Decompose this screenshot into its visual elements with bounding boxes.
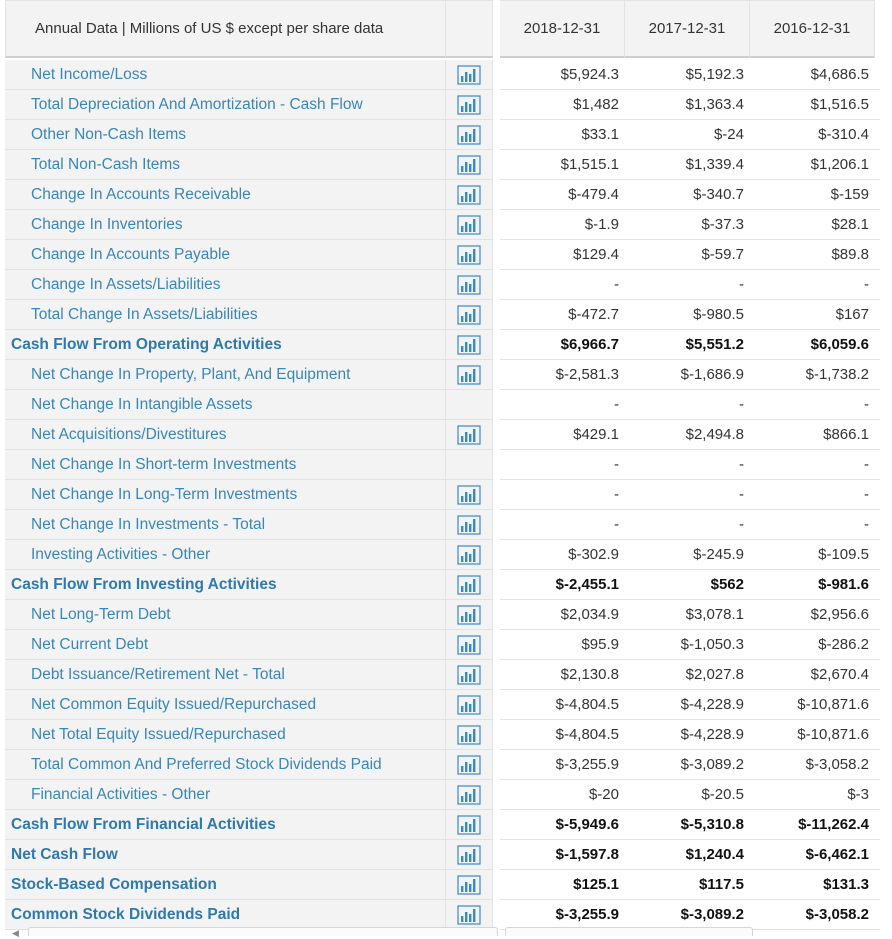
table-row (500, 330, 880, 360)
bar-chart-icon[interactable] (446, 300, 492, 330)
value-cell: $-5,949.6 (555, 816, 619, 833)
value-cell: - (614, 276, 619, 293)
scroll-left-icon[interactable]: ◀ (12, 928, 19, 938)
table-row (500, 480, 880, 510)
value-cell: $5,192.3 (685, 66, 744, 83)
value-cell: $-980.5 (693, 306, 744, 323)
value-cell: $167 (835, 306, 869, 323)
bar-chart-icon[interactable] (446, 870, 492, 900)
row-label[interactable]: Net Change In Investments - Total (5, 510, 445, 540)
value-cell: $2,130.8 (560, 666, 619, 683)
bar-chart-icon[interactable] (446, 630, 492, 660)
bar-chart-icon[interactable] (446, 240, 492, 270)
value-cell: - (739, 486, 744, 503)
row-label[interactable]: Total Non-Cash Items (5, 150, 445, 180)
value-cell: $-2,455.1 (555, 576, 619, 593)
value-cell: $-981.6 (818, 576, 869, 593)
row-label[interactable]: Common Stock Dividends Paid (5, 900, 445, 930)
value-cell: $-3,255.9 (555, 906, 619, 923)
value-cell: $95.9 (581, 636, 619, 653)
table-row (500, 300, 880, 330)
row-label[interactable]: Net Change In Intangible Assets (5, 390, 445, 420)
value-cell: $-4,804.5 (555, 726, 619, 743)
bar-chart-icon[interactable] (446, 150, 492, 180)
row-label[interactable]: Investing Activities - Other (5, 540, 445, 570)
values-grid (500, 60, 880, 930)
value-cell: $-3 (847, 786, 869, 803)
row-label[interactable]: Cash Flow From Financial Activities (5, 810, 445, 840)
value-cell: $1,482 (573, 96, 619, 113)
value-cell: $-3,058.2 (805, 906, 869, 923)
table-row (500, 150, 880, 180)
row-label[interactable]: Net Income/Loss (5, 60, 445, 90)
value-cell: $-4,804.5 (555, 696, 619, 713)
bar-chart-icon[interactable] (446, 270, 492, 300)
bar-chart-icon[interactable] (446, 510, 492, 540)
bar-chart-icon[interactable] (446, 360, 492, 390)
value-cell: $125.1 (573, 876, 619, 893)
table-row (500, 90, 880, 120)
row-label[interactable]: Other Non-Cash Items (5, 120, 445, 150)
table-row (500, 660, 880, 690)
value-cell: - (739, 396, 744, 413)
value-cell: - (614, 486, 619, 503)
value-cell: - (739, 276, 744, 293)
bar-chart-icon[interactable] (446, 690, 492, 720)
value-cell: $4,686.5 (810, 66, 869, 83)
table-row (500, 540, 880, 570)
table-row (500, 750, 880, 780)
value-cell: $2,956.6 (810, 606, 869, 623)
value-cell: $3,078.1 (685, 606, 744, 623)
value-cell: - (864, 276, 869, 293)
row-label[interactable]: Net Common Equity Issued/Repurchased (5, 690, 445, 720)
row-label[interactable]: Cash Flow From Investing Activities (5, 570, 445, 600)
table-row (500, 780, 880, 810)
value-cell: $-302.9 (568, 546, 619, 563)
bar-chart-icon[interactable] (446, 840, 492, 870)
row-label[interactable]: Net Long-Term Debt (5, 600, 445, 630)
row-label[interactable]: Debt Issuance/Retirement Net - Total (5, 660, 445, 690)
value-cell: $-4,228.9 (680, 726, 744, 743)
value-cell: $-20 (588, 786, 619, 803)
value-cell: $-3,058.2 (805, 756, 869, 773)
bar-chart-icon[interactable] (446, 900, 492, 930)
table-row (500, 270, 880, 300)
bar-chart-icon[interactable] (446, 420, 492, 450)
value-cell: $-1,686.9 (680, 366, 744, 383)
row-label[interactable]: Net Change In Property, Plant, And Equipment (5, 360, 445, 390)
bar-chart-icon[interactable] (446, 750, 492, 780)
row-label[interactable]: Net Current Debt (5, 630, 445, 660)
table-row (500, 360, 880, 390)
value-cell: $-11,262.4 (798, 816, 869, 833)
value-cell: $-5,310.8 (680, 816, 744, 833)
value-cell: $-310.4 (818, 126, 869, 143)
row-label[interactable]: Cash Flow From Operating Activities (5, 330, 445, 360)
value-cell: $-6,462.1 (805, 846, 869, 863)
bar-chart-icon[interactable] (446, 120, 492, 150)
row-label[interactable]: Stock-Based Compensation (5, 870, 445, 900)
value-cell: $2,034.9 (560, 606, 619, 623)
value-cell: $28.1 (831, 216, 869, 233)
value-cell: $-24 (713, 126, 744, 143)
row-label[interactable]: Net Cash Flow (5, 840, 445, 870)
value-cell: $-340.7 (693, 186, 744, 203)
bar-chart-icon[interactable] (446, 90, 492, 120)
bar-chart-icon[interactable] (446, 810, 492, 840)
bar-chart-icon[interactable] (446, 60, 492, 90)
value-cell: $1,240.4 (685, 846, 744, 863)
header-date-1[interactable]: 2018-12-31 (500, 0, 625, 58)
value-cell: $562 (710, 576, 744, 593)
bar-chart-icon[interactable] (446, 210, 492, 240)
table-row (500, 600, 880, 630)
value-cell: $117.5 (698, 876, 744, 893)
value-cell: $5,924.3 (560, 66, 619, 83)
value-cell: $-3,089.2 (680, 756, 744, 773)
value-cell: $-3,255.9 (555, 756, 619, 773)
value-cell: $-286.2 (818, 636, 869, 653)
table-row (500, 510, 880, 540)
table-row (500, 720, 880, 750)
row-label[interactable]: Change In Assets/Liabilities (5, 270, 445, 300)
bar-chart-icon[interactable] (446, 600, 492, 630)
table-row (500, 570, 880, 600)
empty-icon-cell (446, 450, 492, 480)
table-row (500, 840, 880, 870)
value-cell: - (864, 396, 869, 413)
value-cell: $-472.7 (568, 306, 619, 323)
table-row (500, 900, 880, 930)
value-cell: - (614, 516, 619, 533)
row-label[interactable]: Net Total Equity Issued/Repurchased (5, 720, 445, 750)
value-cell: $6,966.7 (560, 336, 619, 353)
value-cell: - (614, 456, 619, 473)
table-row (500, 870, 880, 900)
value-cell: - (614, 396, 619, 413)
bar-chart-icon[interactable] (446, 660, 492, 690)
value-cell: $-10,871.6 (797, 726, 869, 743)
row-labels (5, 60, 445, 930)
horizontal-scrollbar-right[interactable] (505, 927, 753, 936)
value-cell: $-37.3 (701, 216, 744, 233)
bar-chart-icon[interactable] (446, 480, 492, 510)
bar-chart-icon[interactable] (446, 720, 492, 750)
value-cell: $1,363.4 (685, 96, 744, 113)
value-cell: $5,551.2 (685, 336, 744, 353)
header-icon-column (445, 0, 493, 58)
row-label[interactable]: Total Common And Preferred Stock Dividends Paid (5, 750, 445, 780)
value-cell: $2,027.8 (685, 666, 744, 683)
value-cell: $-1,050.3 (680, 636, 744, 653)
bar-chart-icon[interactable] (446, 780, 492, 810)
empty-icon-cell (446, 390, 492, 420)
header-label: Annual Data | Millions of US $ except per share data (5, 0, 445, 58)
value-cell: $1,515.1 (560, 156, 619, 173)
table-row (500, 120, 880, 150)
table-row (500, 630, 880, 660)
value-cell: $-59.7 (701, 246, 744, 263)
value-cell: $-159 (830, 186, 869, 203)
value-cell: $-1,738.2 (805, 366, 869, 383)
value-cell: $1,339.4 (685, 156, 744, 173)
header-date-3[interactable]: 2016-12-31 (750, 0, 875, 58)
value-cell: $-1.9 (584, 216, 619, 233)
row-label[interactable]: Net Change In Short-term Investments (5, 450, 445, 480)
value-cell: $1,206.1 (810, 156, 869, 173)
table-row (500, 60, 880, 90)
chart-icon-column (445, 60, 493, 930)
row-label[interactable]: Change In Inventories (5, 210, 445, 240)
header-date-2[interactable]: 2017-12-31 (625, 0, 750, 58)
horizontal-scrollbar-left[interactable] (28, 927, 498, 936)
row-label[interactable]: Change In Accounts Payable (5, 240, 445, 270)
table-row (500, 180, 880, 210)
value-cell: $429.1 (573, 426, 619, 443)
value-cell: $-10,871.6 (797, 696, 869, 713)
value-cell: $-3,089.2 (680, 906, 744, 923)
value-cell: $89.8 (831, 246, 869, 263)
value-cell: - (864, 486, 869, 503)
value-cell: $866.1 (823, 426, 869, 443)
table-row (500, 810, 880, 840)
row-label[interactable]: Financial Activities - Other (5, 780, 445, 810)
bar-chart-icon[interactable] (446, 570, 492, 600)
row-label[interactable]: Total Depreciation And Amortization - Cash Flow (5, 90, 445, 120)
value-cell: $2,494.8 (685, 426, 744, 443)
row-label[interactable]: Net Acquisitions/Divestitures (5, 420, 445, 450)
table-row (500, 210, 880, 240)
value-cell: - (739, 516, 744, 533)
table-row (500, 690, 880, 720)
value-cell: $-479.4 (568, 186, 619, 203)
row-label[interactable]: Net Change In Long-Term Investments (5, 480, 445, 510)
value-cell: $-4,228.9 (680, 696, 744, 713)
value-cell: $129.4 (573, 246, 619, 263)
value-cell: $-20.5 (701, 786, 744, 803)
value-cell: $-245.9 (693, 546, 744, 563)
table-row (500, 390, 880, 420)
table-row (500, 240, 880, 270)
bar-chart-icon[interactable] (446, 180, 492, 210)
bar-chart-icon[interactable] (446, 540, 492, 570)
value-cell: $-2,581.3 (555, 366, 619, 383)
value-cell: $131.3 (823, 876, 869, 893)
value-cell: - (864, 456, 869, 473)
table-row (500, 420, 880, 450)
value-cell: $6,059.6 (810, 336, 869, 353)
table-row (500, 450, 880, 480)
value-cell: $2,670.4 (810, 666, 869, 683)
value-cell: - (739, 456, 744, 473)
value-cell: - (864, 516, 869, 533)
value-cell: $-109.5 (818, 546, 869, 563)
value-cell: $-1,597.8 (555, 846, 619, 863)
row-label[interactable]: Total Change In Assets/Liabilities (5, 300, 445, 330)
row-label[interactable]: Change In Accounts Receivable (5, 180, 445, 210)
value-cell: $1,516.5 (810, 96, 869, 113)
value-cell: $33.1 (581, 126, 619, 143)
bar-chart-icon[interactable] (446, 330, 492, 360)
